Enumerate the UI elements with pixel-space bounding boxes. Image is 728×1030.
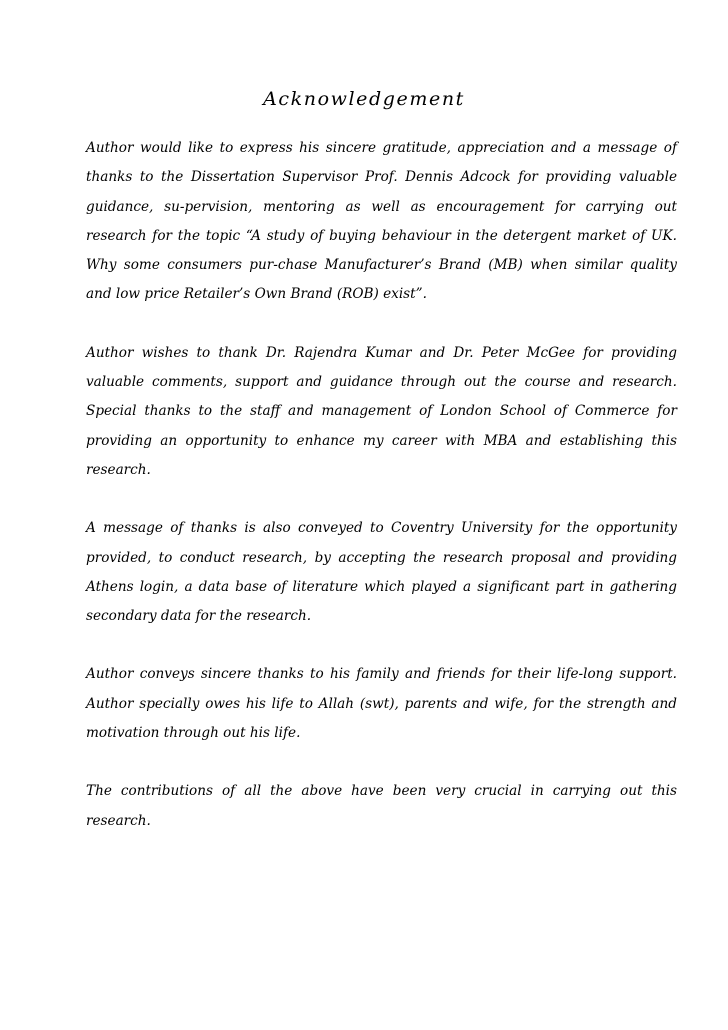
page-title xyxy=(0,84,728,114)
paragraph-university: A message of thanks is also conveyed to Coventry University for the opportunity provided, to conduct research, by accepting the research proposal and providing Athens login, a data base of literature which played a significant part in gathering secondary data for the research. xyxy=(86,520,677,625)
page-title-text: Acknowledgement xyxy=(263,88,465,110)
paragraph-closing: The contributions of all the above have been very crucial in carrying out this research. xyxy=(86,783,677,829)
acknowledgement-body xyxy=(86,134,677,836)
paragraph-supervisor: Author would like to express his sincere gratitude, appreciation and a message of thanks to the Dissertation Supervisor Prof. Dennis Adcock for providing valuable guidance, su-pervision, mentoring as well as encouragement for carrying out research for the topic “A study of buying behaviour in the detergent market of UK. Why some consumers pur-chase Manufacturer’s Brand (MB) when similar quality and low price Retailer’s Own Brand (ROB) exist”. xyxy=(86,140,677,303)
paragraph-lecturers: Author wishes to thank Dr. Rajendra Kumar and Dr. Peter McGee for providing valuable comments, support and guidance through out the course and research. Special thanks to the staff and management of London School of Commerce for providing an opportunity to enhance my career with MBA and establishing this research. xyxy=(86,344,677,478)
paragraph-family: Author conveys sincere thanks to his family and friends for their life-long support. Author specially owes his life to Allah (swt), parents and wife, for the strength and motivation through out his life. xyxy=(86,666,677,742)
